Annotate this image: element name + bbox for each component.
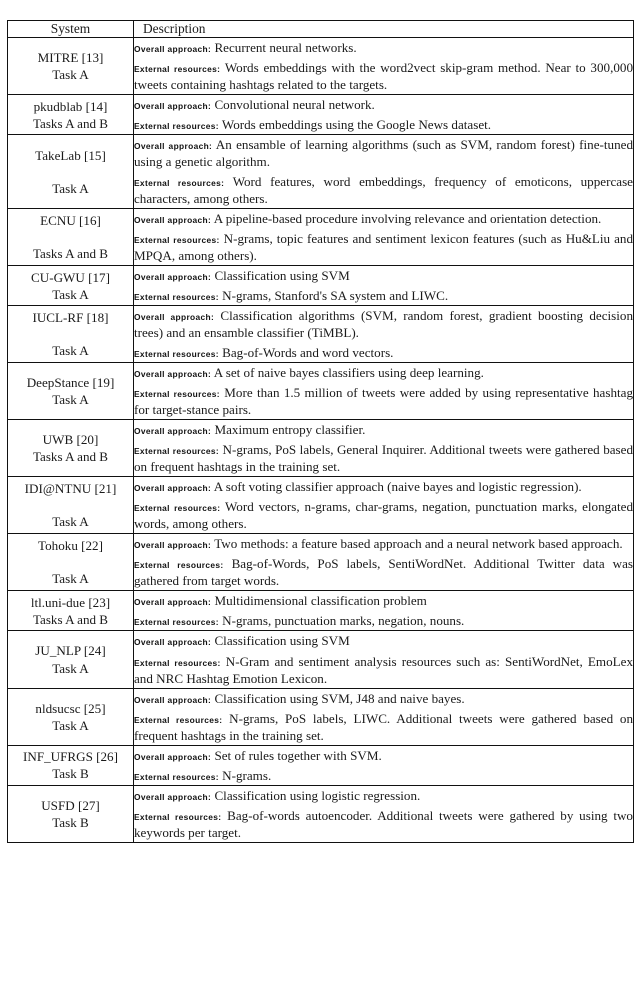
external-resources-text: N-grams, PoS labels, LIWC. Additional tweets were gathered based on frequent hashtags in the training set. <box>134 710 633 743</box>
overall-approach-text: Set of rules together with SVM. <box>214 747 382 763</box>
external-resources-label: External resources: <box>134 64 221 75</box>
system-name: INF_UFRGS [26] <box>23 749 118 765</box>
overall-approach-label: Overall approach: <box>134 426 212 437</box>
systems-description-table <box>7 20 634 843</box>
external-resources-label: External resources: <box>134 617 219 628</box>
description-cell <box>134 420 634 477</box>
external-resources-text: N-grams. <box>222 767 272 783</box>
system-name: MITRE [13] <box>37 50 104 65</box>
system-name: DeepStance [19] <box>26 375 115 391</box>
system-cell-spacer <box>8 229 133 245</box>
table-row <box>8 95 634 135</box>
external-resources-text: Word features, word embeddings, frequency of emoticons, uppercase characters, among others. <box>134 174 633 207</box>
table-header-row <box>8 21 634 38</box>
overall-approach-text: A soft voting classifier approach (naive bayes and logistic regression). <box>213 479 582 495</box>
overall-approach-paragraph <box>134 363 633 382</box>
description-cell <box>134 266 634 306</box>
system-name: Tohoku [22] <box>38 538 103 554</box>
system-cell <box>8 745 134 785</box>
overall-approach-text: Recurrent neural networks. <box>214 40 357 55</box>
overall-approach-paragraph <box>134 266 633 285</box>
system-task: Task A <box>52 343 89 359</box>
table-row <box>8 266 634 306</box>
external-resources-label: External resources: <box>134 503 221 514</box>
system-cell-spacer <box>8 326 133 342</box>
table-body <box>8 38 634 843</box>
overall-approach-label: Overall approach: <box>134 694 212 705</box>
external-resources-paragraph <box>134 805 633 842</box>
system-name: IDI@NTNU [21] <box>24 481 117 497</box>
system-name: CU-GWU [17] <box>31 269 110 285</box>
table-row <box>8 420 634 477</box>
overall-approach-label: Overall approach: <box>134 483 212 494</box>
table-row <box>8 38 634 95</box>
system-name: nldsucsc [25] <box>35 700 106 716</box>
table-row <box>8 591 634 631</box>
external-resources-paragraph <box>134 285 633 305</box>
overall-approach-label: Overall approach: <box>134 751 212 762</box>
overall-approach-text: Classification using logistic regression. <box>214 787 421 803</box>
overall-approach-text: A pipeline-based procedure involving relevance and orientation detection. <box>213 211 602 227</box>
description-cell <box>134 688 634 745</box>
external-resources-text: Words embeddings with the word2vect skip-gram method. Near to 300,000 tweets containing hashtags related to the targets. <box>134 60 633 93</box>
table-row <box>8 631 634 688</box>
system-cell <box>8 209 134 266</box>
system-cell <box>8 363 134 420</box>
system-name: IUCL-RF [18] <box>32 310 109 326</box>
external-resources-label: External resources: <box>134 714 223 725</box>
table-row <box>8 363 634 420</box>
external-resources-paragraph <box>134 610 633 630</box>
system-task: Task B <box>52 766 89 782</box>
external-resources-text: More than 1.5 million of tweets were added by using representative hashtag for target-stance pairs. <box>134 385 633 418</box>
external-resources-label: External resources: <box>134 560 224 571</box>
cropped-caption-line <box>0 0 640 7</box>
external-resources-paragraph <box>134 496 633 533</box>
table-row <box>8 135 634 209</box>
system-task: Tasks A and B <box>32 449 109 465</box>
external-resources-paragraph <box>134 342 633 362</box>
system-cell <box>8 95 134 135</box>
table-row <box>8 306 634 363</box>
overall-approach-paragraph <box>134 534 633 553</box>
external-resources-paragraph <box>134 765 633 785</box>
overall-approach-label: Overall approach: <box>134 597 212 608</box>
system-cell-spacer <box>8 497 133 513</box>
external-resources-paragraph <box>134 382 633 419</box>
system-cell <box>8 38 134 95</box>
external-resources-text: N-grams, Stanford's SA system and LIWC. <box>222 288 449 304</box>
overall-approach-label: Overall approach: <box>134 44 212 54</box>
table-row <box>8 534 634 591</box>
external-resources-paragraph <box>134 553 633 590</box>
overall-approach-text: Two methods: a feature based approach and a neural network based approach. <box>214 536 623 552</box>
overall-approach-paragraph <box>134 689 633 708</box>
system-task: Task A <box>52 571 89 587</box>
system-name: pkudblab [14] <box>33 98 108 114</box>
external-resources-text: Bag-of-words autoencoder. Additional tweets were gathered by using two keywords per target. <box>134 807 633 840</box>
table-header <box>8 21 634 38</box>
system-name: UWB [20] <box>42 432 99 448</box>
overall-approach-paragraph <box>134 38 633 57</box>
overall-approach-paragraph <box>134 631 633 650</box>
table-row <box>8 477 634 534</box>
description-cell <box>134 95 634 135</box>
description-cell <box>134 363 634 420</box>
overall-approach-paragraph <box>134 786 633 805</box>
description-cell <box>134 306 634 363</box>
external-resources-text: N-grams, topic features and sentiment lexicon features (such as Hu&Liu and MPQA, among others). <box>134 231 633 264</box>
external-resources-text: Words embeddings using the Google News dataset. <box>221 117 492 133</box>
system-cell-spacer <box>8 554 133 570</box>
description-cell <box>134 38 634 95</box>
description-cell <box>134 135 634 209</box>
column-header-system: System <box>8 21 134 38</box>
overall-approach-label: Overall approach: <box>134 369 212 380</box>
external-resources-paragraph <box>134 651 633 688</box>
system-name: ECNU [16] <box>40 213 101 229</box>
description-cell <box>134 785 634 842</box>
description-cell <box>134 631 634 688</box>
overall-approach-paragraph <box>134 135 633 171</box>
overall-approach-text: Classification using SVM, J48 and naive bayes. <box>214 690 465 706</box>
overall-approach-text: Classification using SVM <box>214 633 350 649</box>
system-task: Task A <box>52 660 89 676</box>
system-cell <box>8 306 134 363</box>
description-cell <box>134 591 634 631</box>
overall-approach-text: Convolutional neural network. <box>214 97 375 113</box>
overall-approach-text: Maximum entropy classifier. <box>214 422 366 438</box>
system-cell <box>8 266 134 306</box>
table-row <box>8 688 634 745</box>
overall-approach-paragraph <box>134 477 633 496</box>
overall-approach-paragraph <box>134 95 633 114</box>
system-cell <box>8 688 134 745</box>
external-resources-label: External resources: <box>134 349 219 360</box>
column-header-description: Description <box>134 21 634 38</box>
external-resources-label: External resources: <box>134 811 222 822</box>
system-task: Tasks A and B <box>32 611 109 627</box>
overall-approach-label: Overall approach: <box>134 791 212 802</box>
system-cell <box>8 477 134 534</box>
external-resources-paragraph <box>134 439 633 476</box>
external-resources-paragraph <box>134 57 633 94</box>
overall-approach-label: Overall approach: <box>134 312 215 323</box>
system-cell <box>8 591 134 631</box>
system-name: TakeLab [15] <box>35 147 106 163</box>
external-resources-label: External resources: <box>134 657 221 668</box>
overall-approach-text: An ensamble of learning algorithms (such as SVM, random forest) fine-tuned using a genetic algorithm. <box>134 137 633 170</box>
table-row <box>8 745 634 785</box>
overall-approach-paragraph <box>134 420 633 439</box>
overall-approach-paragraph <box>134 591 633 610</box>
system-name: JU_NLP [24] <box>35 643 106 659</box>
system-task: Task A <box>52 514 89 530</box>
system-task: Tasks A and B <box>32 246 109 262</box>
system-task: Task A <box>52 392 89 408</box>
external-resources-text: N-grams, punctuation marks, negation, nouns. <box>222 613 465 629</box>
system-cell <box>8 785 134 842</box>
overall-approach-label: Overall approach: <box>134 540 212 551</box>
external-resources-text: N-Gram and sentiment analysis resources such as: SentiWordNet, EmoLex and NRC Hashtag Emotion Lexicon. <box>134 653 634 686</box>
overall-approach-paragraph <box>134 209 633 228</box>
external-resources-paragraph <box>134 228 633 265</box>
table-row <box>8 209 634 266</box>
external-resources-paragraph <box>134 114 633 134</box>
system-task: Task A <box>52 67 89 83</box>
external-resources-paragraph <box>134 708 633 745</box>
overall-approach-label: Overall approach: <box>134 101 212 112</box>
external-resources-label: External resources: <box>134 178 225 189</box>
system-task: Task B <box>52 814 89 830</box>
system-cell <box>8 420 134 477</box>
overall-approach-label: Overall approach: <box>134 141 213 152</box>
overall-approach-label: Overall approach: <box>134 637 212 648</box>
external-resources-paragraph <box>134 171 633 208</box>
external-resources-text: N-grams, PoS labels, General Inquirer. Additional tweets were gathered based on frequent hashtags in the training set. <box>134 442 634 475</box>
system-cell <box>8 135 134 209</box>
system-cell-spacer <box>8 164 133 180</box>
overall-approach-text: A set of naive bayes classifiers using deep learning. <box>213 365 484 381</box>
system-task: Tasks A and B <box>32 115 109 131</box>
external-resources-label: External resources: <box>134 235 220 246</box>
system-cell <box>8 631 134 688</box>
external-resources-text: Bag-of-Words, PoS labels, SentiWordNet. Additional Twitter data was gathered from target words. <box>134 556 633 589</box>
external-resources-text: Word vectors, n-grams, char-grams, negation, punctuation marks, elongated words, among others. <box>134 499 633 532</box>
system-task: Task A <box>52 180 89 196</box>
overall-approach-paragraph <box>134 306 633 342</box>
external-resources-label: External resources: <box>134 121 219 132</box>
external-resources-label: External resources: <box>134 771 219 782</box>
overall-approach-label: Overall approach: <box>134 215 212 226</box>
description-cell <box>134 534 634 591</box>
external-resources-label: External resources: <box>134 446 220 457</box>
description-cell <box>134 745 634 785</box>
overall-approach-text: Classification algorithms (SVM, random forest, gradient boosting decision trees) and an ensamble classifier (TiMBL). <box>134 308 633 341</box>
overall-approach-label: Overall approach: <box>134 272 212 283</box>
system-name: ltl.uni-due [23] <box>30 594 111 610</box>
overall-approach-paragraph <box>134 746 633 765</box>
overall-approach-text: Multidimensional classification problem <box>214 593 427 609</box>
system-name: USFD [27] <box>41 797 100 813</box>
description-cell <box>134 209 634 266</box>
table-row <box>8 785 634 842</box>
overall-approach-text: Classification using SVM <box>214 268 350 284</box>
system-task: Task A <box>52 286 89 302</box>
description-cell <box>134 477 634 534</box>
external-resources-text: Bag-of-Words and word vectors. <box>222 345 394 361</box>
external-resources-label: External resources: <box>134 389 220 400</box>
system-task: Task A <box>52 717 89 733</box>
external-resources-label: External resources: <box>134 292 219 303</box>
system-cell <box>8 534 134 591</box>
